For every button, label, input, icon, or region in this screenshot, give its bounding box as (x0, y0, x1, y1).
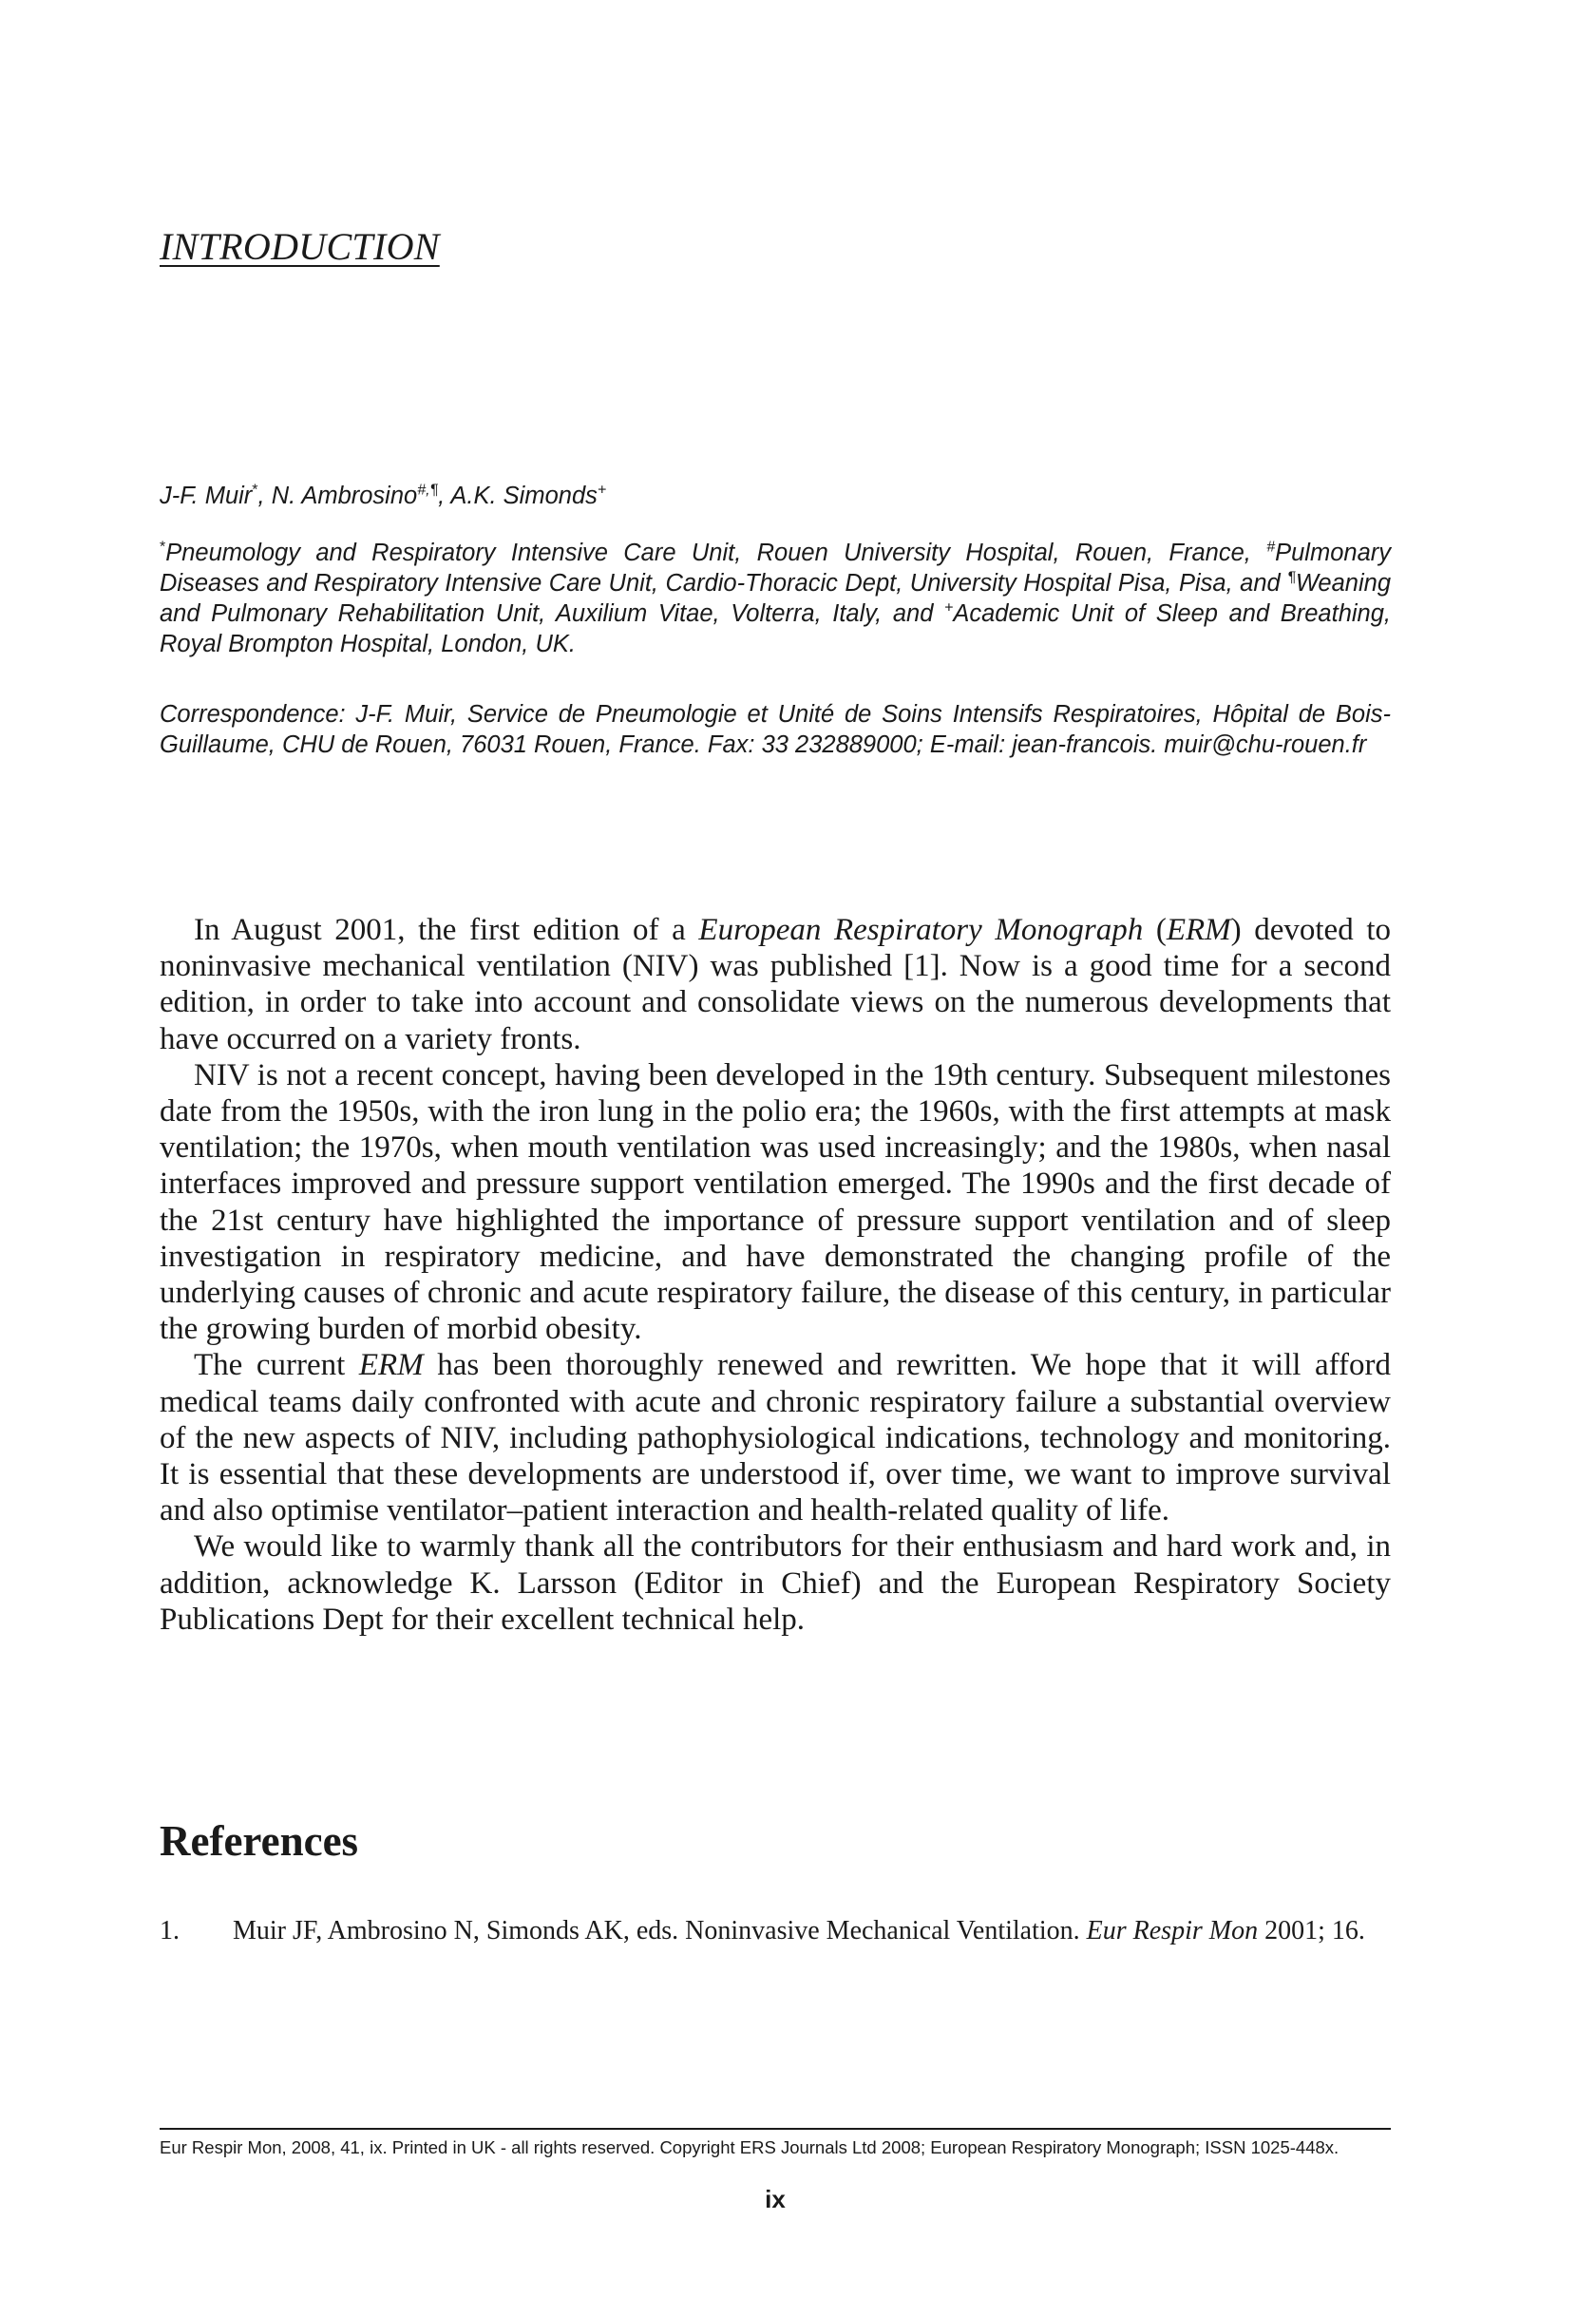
affiliation-mark: + (597, 482, 607, 499)
emphasis-text: ERM (358, 1348, 424, 1383)
affiliation-text: Pulmonary Diseases and Respiratory Intensive Care Unit, Cardio-Thoracic Dept, University Hospital Pisa, Pisa, and (160, 540, 1391, 597)
affiliation-mark: * (160, 539, 166, 556)
reference-number: 1. (160, 1916, 180, 1945)
affiliation-mark: * (252, 482, 258, 499)
references-heading: References (160, 1817, 359, 1865)
reference-text-part: Muir JF, Ambrosino N, Simonds AK, eds. Noninvasive Mechanical Ventilation. (233, 1916, 1087, 1945)
paragraph-text: The current (194, 1348, 359, 1383)
page-number: ix (765, 2185, 786, 2213)
paragraph (160, 1347, 1391, 1528)
reference-list (160, 1913, 1391, 1948)
affiliation-text: Pneumology and Respiratory Intensive Care Unit, Rouen University Hospital, Rouen, France, (165, 540, 1267, 566)
reference-item (160, 1913, 1391, 1948)
paragraph-text: ) devoted to noninvasive mechanical ventilation (NIV) was published [1]. Now is a good time for a second edition, in order to take into account and consolidate views on the numerous developments that have occurred on a variety fronts. (160, 913, 1391, 1056)
paragraph-text: has been thoroughly renewed and rewritten. We hope that it will afford medical teams daily confronted with acute and chronic respiratory failure a substantial overview of the new aspects of NIV, including pathophysiological indications, technology and monitoring. It is essential that these developments are understood if, over time, we want to improve survival and also optimise ventilator–patient interaction and health-related quality of life. (160, 1348, 1391, 1528)
author-line (160, 481, 1391, 511)
affiliation-mark: ¶ (1287, 569, 1296, 586)
paragraph: We would like to warmly thank all the contributors for their enthusiasm and hard work and, in addition, acknowledge K. Larsson (Editor in Chief) and the European Respiratory Society Publications Dept for their excellent technical help. (160, 1529, 1391, 1637)
affiliation-mark: + (944, 599, 954, 617)
affiliation-text: Academic Unit of Sleep and Breathing, Royal Brompton Hospital, London, UK. (160, 600, 1391, 657)
emphasis-text: ERM (1166, 913, 1231, 947)
author-separator: , (438, 483, 451, 509)
journal-name: Eur Respir Mon (1086, 1916, 1259, 1945)
affiliations (160, 538, 1391, 659)
paragraph: NIV is not a recent concept, having been developed in the 19th century. Subsequent milestones date from the 1950s, with the iron lung in the polio era; the 1960s, with the first attempts at mask ventilation; the 1970s, when mouth ventilation was used increasingly; and the 1980s, when nasal interfaces improved and pressure support ventilation emerged. The 1990s and the first decade of the 21st century have highlighted the importance of pressure support ventilation and of sleep investigation in respiratory medicine, and have demonstrated the changing profile of the underlying causes of chronic and acute respiratory failure, the disease of this century, in particular the growing burden of morbid obesity. (160, 1057, 1391, 1347)
author-name: N. Ambrosino (271, 483, 418, 509)
paragraph-text: In August 2001, the first edition of a (194, 913, 699, 947)
page-title: INTRODUCTION (160, 225, 440, 268)
article-body (160, 912, 1391, 1638)
emphasis-text: European Respiratory Monograph (698, 913, 1144, 947)
reference-text (233, 1913, 1391, 1948)
affiliation-mark: #,¶ (417, 482, 439, 499)
author-name: J-F. Muir (160, 483, 253, 509)
paragraph-text: ( (1143, 913, 1167, 947)
author-name: A.K. Simonds (450, 483, 598, 509)
footer-divider (160, 2128, 1391, 2130)
reference-text-part: 2001; 16. (1258, 1916, 1365, 1945)
affiliation-mark: # (1266, 539, 1276, 556)
footer-citation: Eur Respir Mon, 2008, 41, ix. Printed in UK - all rights reserved. Copyright ERS Journals Ltd 2008; European Respiratory Monograph; ISSN 1025-448x. (160, 2137, 1340, 2157)
affiliation-text: Weaning and Pulmonary Rehabilitation Unit, Auxilium Vitae, Volterra, Italy, and (160, 570, 1391, 627)
correspondence: Correspondence: J-F. Muir, Service de Pneumologie et Unité de Soins Intensifs Respiratoires, Hôpital de Bois-Guillaume, CHU de Rouen, 76031 Rouen, France. Fax: 33 232889000; E-mail: jean-francois. muir@chu-rouen.fr (160, 701, 1391, 758)
author-separator: , (257, 483, 272, 509)
paragraph (160, 912, 1391, 1057)
page (160, 0, 1391, 2315)
